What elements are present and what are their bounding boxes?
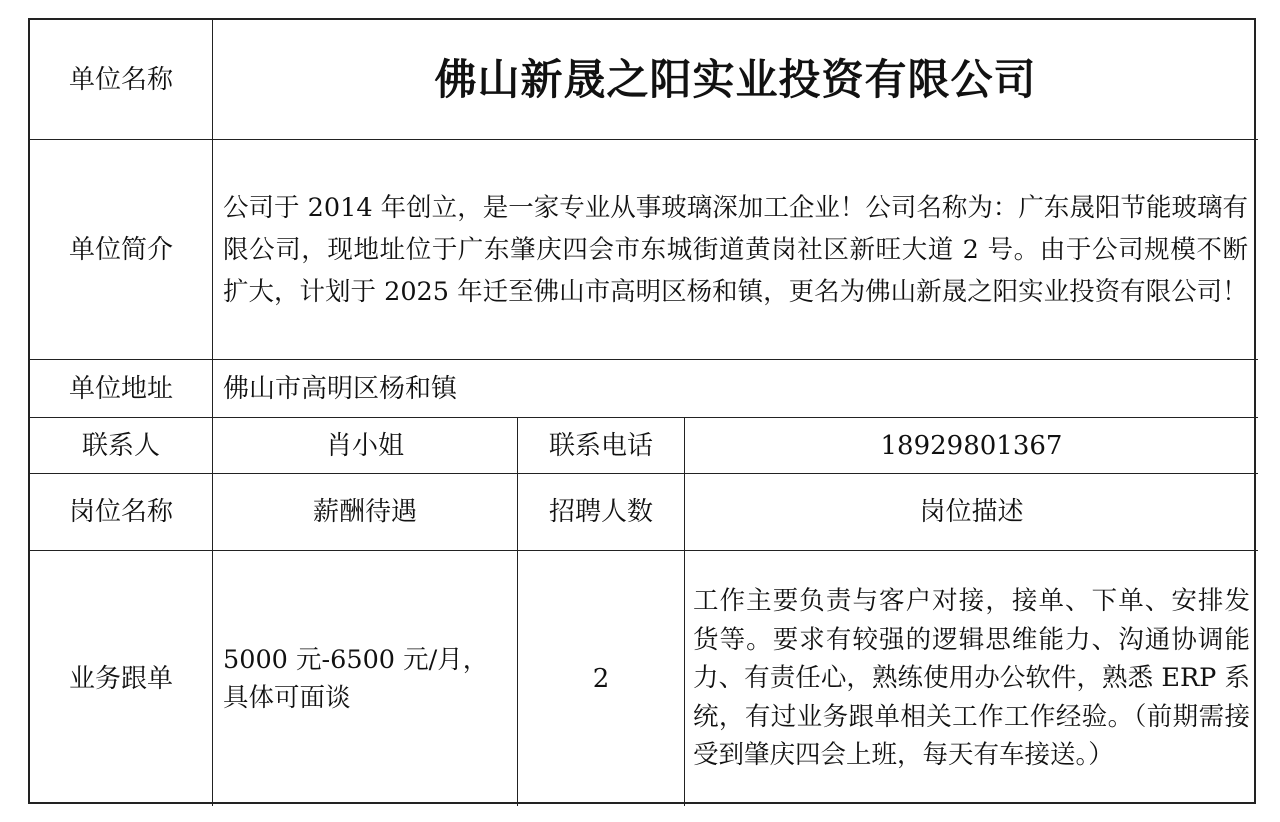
company-intro-value: 公司于 2014 年创立，是一家专业从事玻璃深加工企业！公司名称为：广东晟阳节能玻璃有限公司，现地址位于广东肇庆四会市东城街道黄岗社区新旺大道 2 号。由于公司规模不断扩大，计划于 2025 年迁至佛山市高明区杨和镇，更名为佛山新晟之阳实业投资有限公司！ xyxy=(213,140,1258,360)
salary-header: 薪酬待遇 xyxy=(213,474,518,551)
contact-phone-value: 18929801367 xyxy=(685,418,1258,474)
recruitment-table xyxy=(28,18,1256,804)
salary-value: 5000 元-6500 元/月，具体可面谈 xyxy=(213,551,518,806)
contact-phone-label: 联系电话 xyxy=(518,418,685,474)
company-address-value: 佛山市高明区杨和镇 xyxy=(213,360,1258,418)
company-address-label: 单位地址 xyxy=(30,360,213,418)
contact-person-label: 联系人 xyxy=(30,418,213,474)
company-intro-label: 单位简介 xyxy=(30,140,213,360)
contact-person-value: 肖小姐 xyxy=(213,418,518,474)
position-value: 业务跟单 xyxy=(30,551,213,806)
company-name-label: 单位名称 xyxy=(30,20,213,140)
headcount-header: 招聘人数 xyxy=(518,474,685,551)
headcount-value: 2 xyxy=(518,551,685,806)
description-value: 工作主要负责与客户对接，接单、下单、安排发货等。要求有较强的逻辑思维能力、沟通协调能力、有责任心，熟练使用办公软件，熟悉 ERP 系统，有过业务跟单相关工作工作经验。（前期需接受到肇庆四会上班，每天有车接送。） xyxy=(693,586,1250,771)
position-header: 岗位名称 xyxy=(30,474,213,551)
company-name-value: 佛山新晟之阳实业投资有限公司 xyxy=(213,20,1258,140)
description-header: 岗位描述 xyxy=(685,474,1258,551)
